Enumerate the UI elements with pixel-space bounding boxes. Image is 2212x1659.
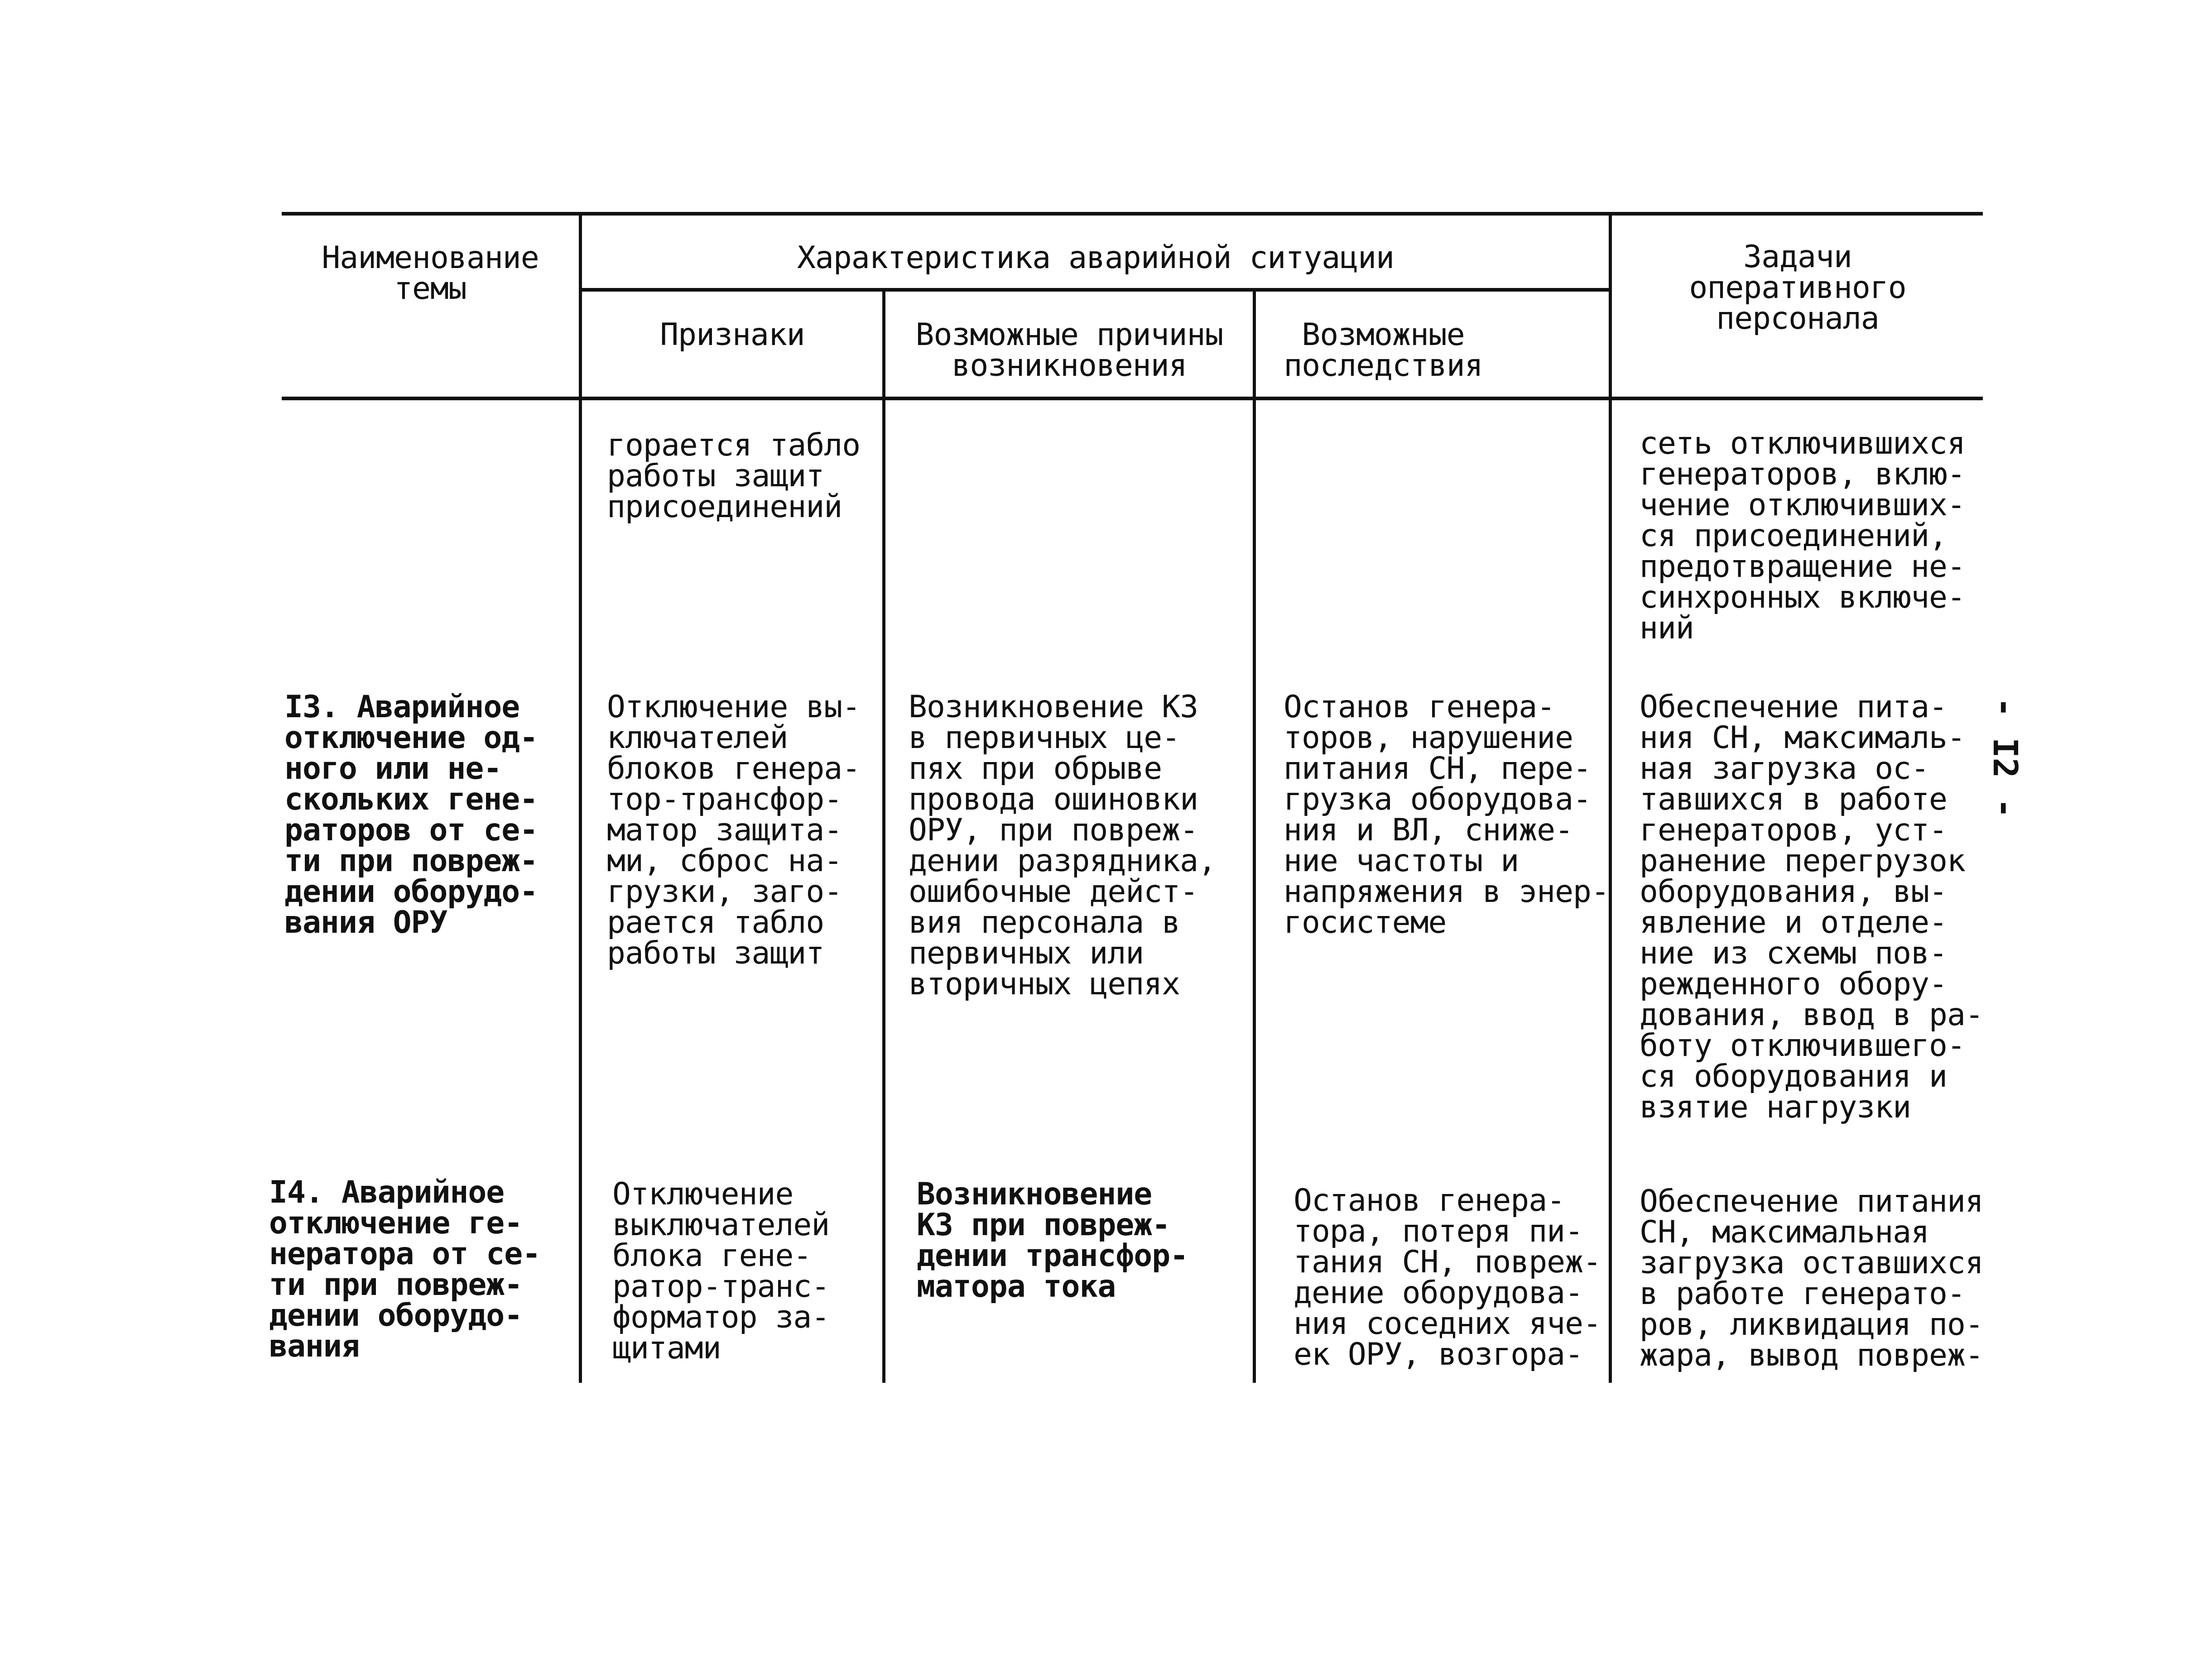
row-3-signs: Отключение выключателей блока гене- ратор-транс- форматор за- щитами [612,1176,830,1366]
row-1-signs: горается табло работы защит присоединений [607,427,861,525]
row-2-theme: I3. Аварийное отключение од- ного или не- скольких гене- раторов от се- ти при повреж- дении оборудо- вания ОРУ [284,689,538,940]
table-top-rule [282,212,1983,216]
row-3-consequences: Останов генера- тора, потеря пи- тания СН, повреж- дение оборудова- ния соседних яче- ек ОРУ, возгора- [1294,1183,1601,1372]
header-group-rule [581,288,1610,292]
row-3-causes: Возникновение КЗ при повреж- дении трансфор- матора тока [917,1176,1188,1304]
row-1-tasks: сеть отключившихся генераторов, вклю- чение отключивших- ся присоединений, предотвращение не- синхронных включе- ний [1640,426,1965,646]
row-2-signs: Отключение вы- ключателей блоков генера- тор-трансфор- матор защита- ми, сброс на- грузки, заго- рается табло работы защит [607,689,861,971]
row-2-consequences: Останов генера- торов, нарушение питания СН, пере- грузка оборудова- ния и ВЛ, сниже- ние частоты и напряжения в энер- госистеме [1284,689,1609,940]
header-operator-tasks: Задачи оперативного персонала [1689,239,1906,336]
row-3-tasks: Обеспечение питания СН, максимальная загрузка оставшихся в работе генерато- ров, ликвидация по- жара, вывод повреж- [1640,1184,1983,1373]
header-theme-name: Наименование темы [322,240,539,307]
header-possible-consequences: Возможные последствия [1284,317,1483,384]
column-divider-3 [1253,288,1256,1383]
row-2-tasks: Обеспечение пита- ния СН, максималь- ная загрузка ос- тавшихся в работе генераторов, уст- ранение перегрузок оборудования, вы- явление и отделе- ние из схемы пов- режденного обору- дования, ввод в ра- боту отключившего- ся оборудования и взятие нагрузки [1640,689,1983,1125]
row-3-theme: I4. Аварийное отключение ге- нератора от се- ти при повреж- дении оборудо- вания [269,1175,541,1364]
header-emergency-characteristics: Характеристика аварийной ситуации [797,240,1394,276]
column-divider-1 [579,212,582,1383]
column-divider-2 [882,288,885,1383]
header-bottom-rule [282,397,1983,400]
header-signs: Признаки [660,317,805,353]
column-divider-4 [1609,212,1612,1383]
header-possible-causes: Возможные причины возникновения [915,317,1223,384]
page-number: - I2 - [1986,697,2024,819]
row-2-causes: Возникновение КЗ в первичных це- пях при обрыве провода ошиновки ОРУ, при повреж- дении разрядника, ошибочные дейст- вия персонала в первичных или вторичных цепях [909,689,1216,1002]
